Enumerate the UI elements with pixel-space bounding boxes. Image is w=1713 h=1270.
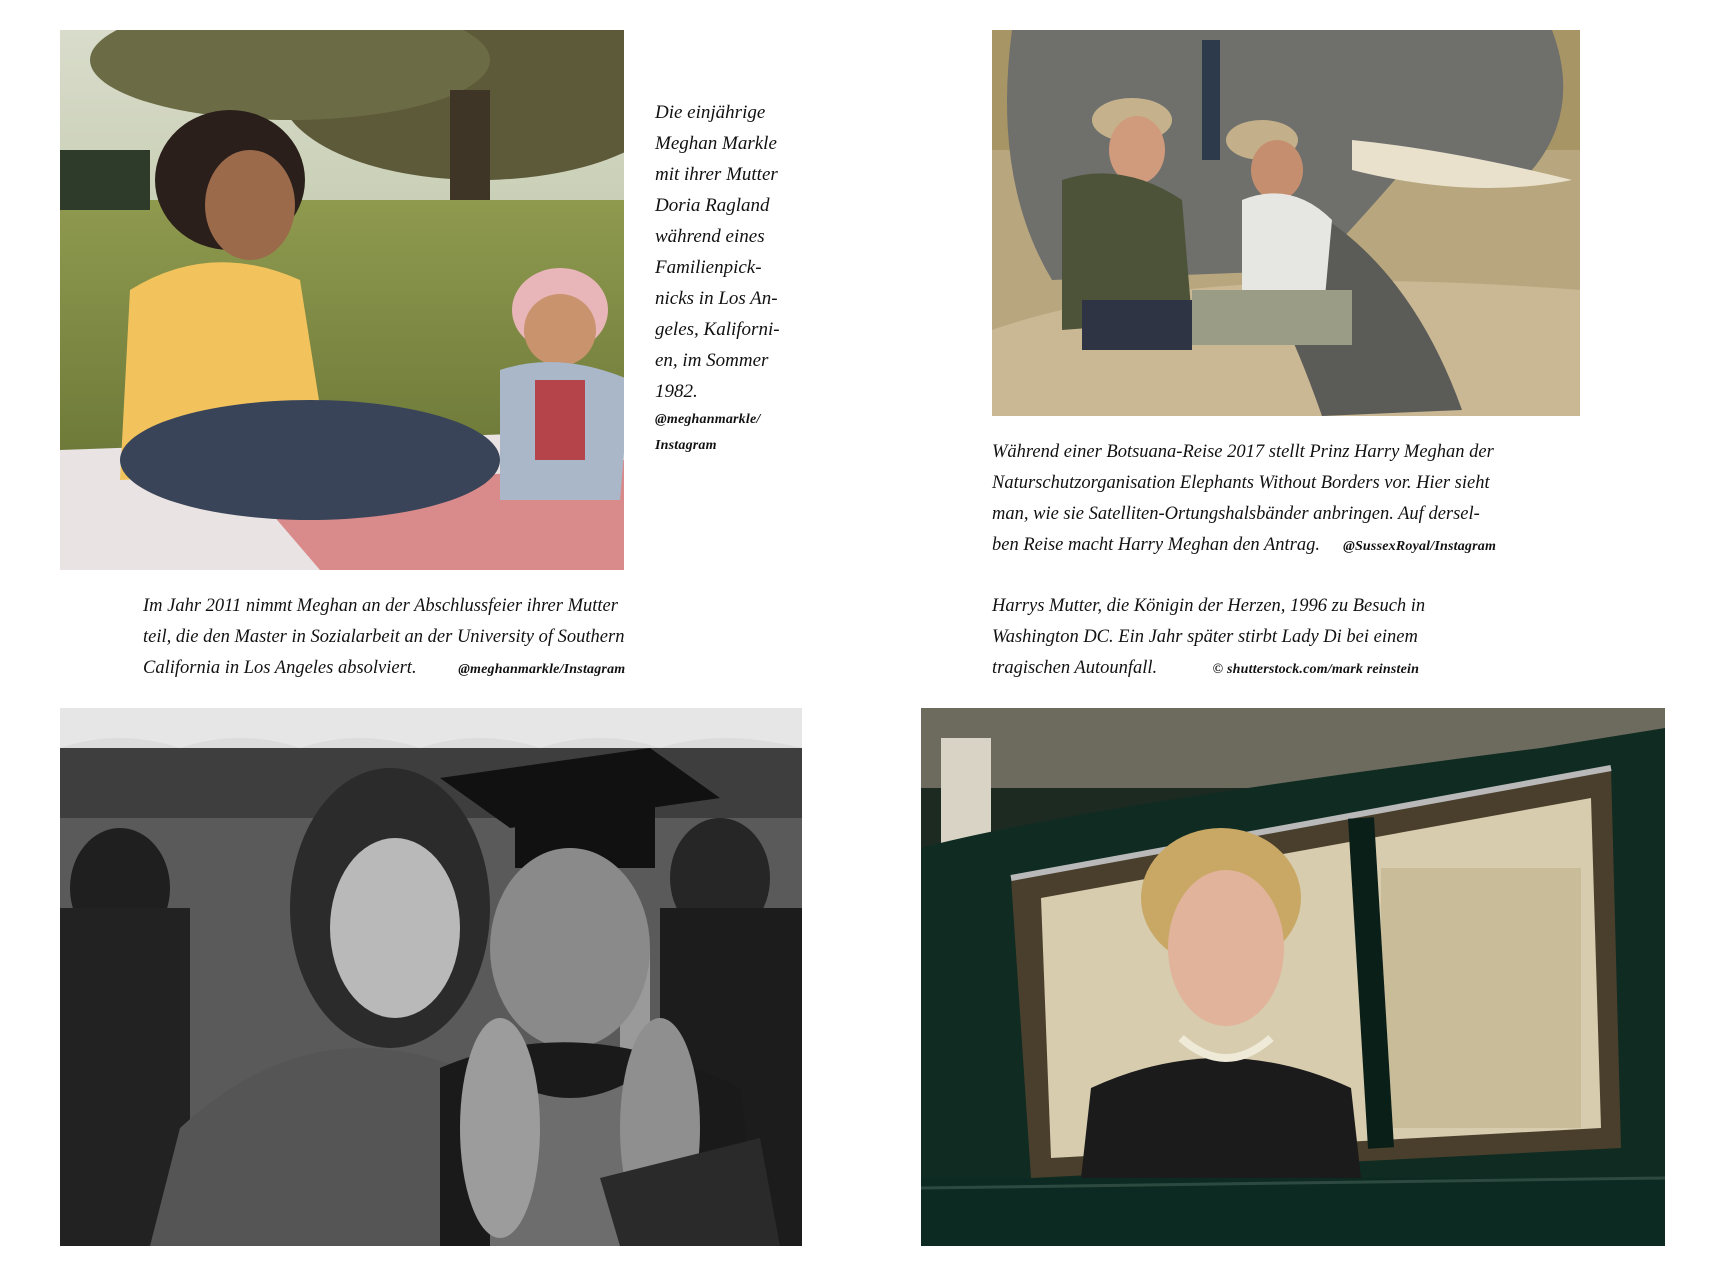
caption-line: Die einjährige xyxy=(655,102,766,123)
photo-elephant xyxy=(992,30,1580,416)
photo-picnic xyxy=(60,30,624,570)
caption-elephant xyxy=(992,437,1592,562)
caption-line: Familienpick- xyxy=(655,257,762,278)
photo-graduation xyxy=(60,708,802,1246)
photo-credit: @SussexRoyal/Instagram xyxy=(1343,539,1497,554)
photo-credit: @meghanmarkle/ xyxy=(655,412,761,427)
caption-line-text: tragischen Autounfall. xyxy=(992,658,1158,678)
caption-line: Meghan Markle xyxy=(655,133,777,154)
caption-line: Naturschutzorganisation Elephants Without Borders vor. Hier sieht xyxy=(992,473,1490,493)
photo-diana xyxy=(921,708,1665,1246)
caption-line xyxy=(143,653,743,685)
caption-line: Washington DC. Ein Jahr später stirbt Lady Di bei einem xyxy=(992,627,1418,647)
caption-line-text: California in Los Angeles absolviert. xyxy=(143,658,417,678)
caption-line: Während einer Botsuana-Reise 2017 stellt Prinz Harry Meghan der xyxy=(992,442,1494,462)
caption-diana xyxy=(992,591,1592,685)
caption-line: mit ihrer Mutter xyxy=(655,164,778,185)
photo-credit: @meghanmarkle/Instagram xyxy=(458,662,626,677)
caption-line: 1982. xyxy=(655,381,698,402)
caption-graduation xyxy=(143,591,743,685)
photo-credit: © shutterstock.com/mark reinstein xyxy=(1212,662,1420,677)
caption-line-text: ben Reise macht Harry Meghan den Antrag. xyxy=(992,535,1320,555)
caption-line: während eines xyxy=(655,226,765,247)
photo-credit: Instagram xyxy=(655,438,717,453)
caption-line: nicks in Los An- xyxy=(655,288,778,309)
caption-line: Doria Ragland xyxy=(655,195,770,216)
caption-line: geles, Kaliforni- xyxy=(655,319,780,340)
caption-line xyxy=(992,653,1592,685)
caption-line xyxy=(992,530,1592,562)
caption-line: teil, die den Master in Sozialarbeit an der University of Southern xyxy=(143,627,625,647)
caption-picnic xyxy=(655,97,815,459)
caption-line: man, wie sie Satelliten-Ortungshalsbänder anbringen. Auf dersel- xyxy=(992,504,1480,524)
caption-line: en, im Sommer xyxy=(655,350,769,371)
caption-line: Harrys Mutter, die Königin der Herzen, 1996 zu Besuch in xyxy=(992,596,1426,616)
caption-line: Im Jahr 2011 nimmt Meghan an der Abschlussfeier ihrer Mutter xyxy=(143,596,618,616)
